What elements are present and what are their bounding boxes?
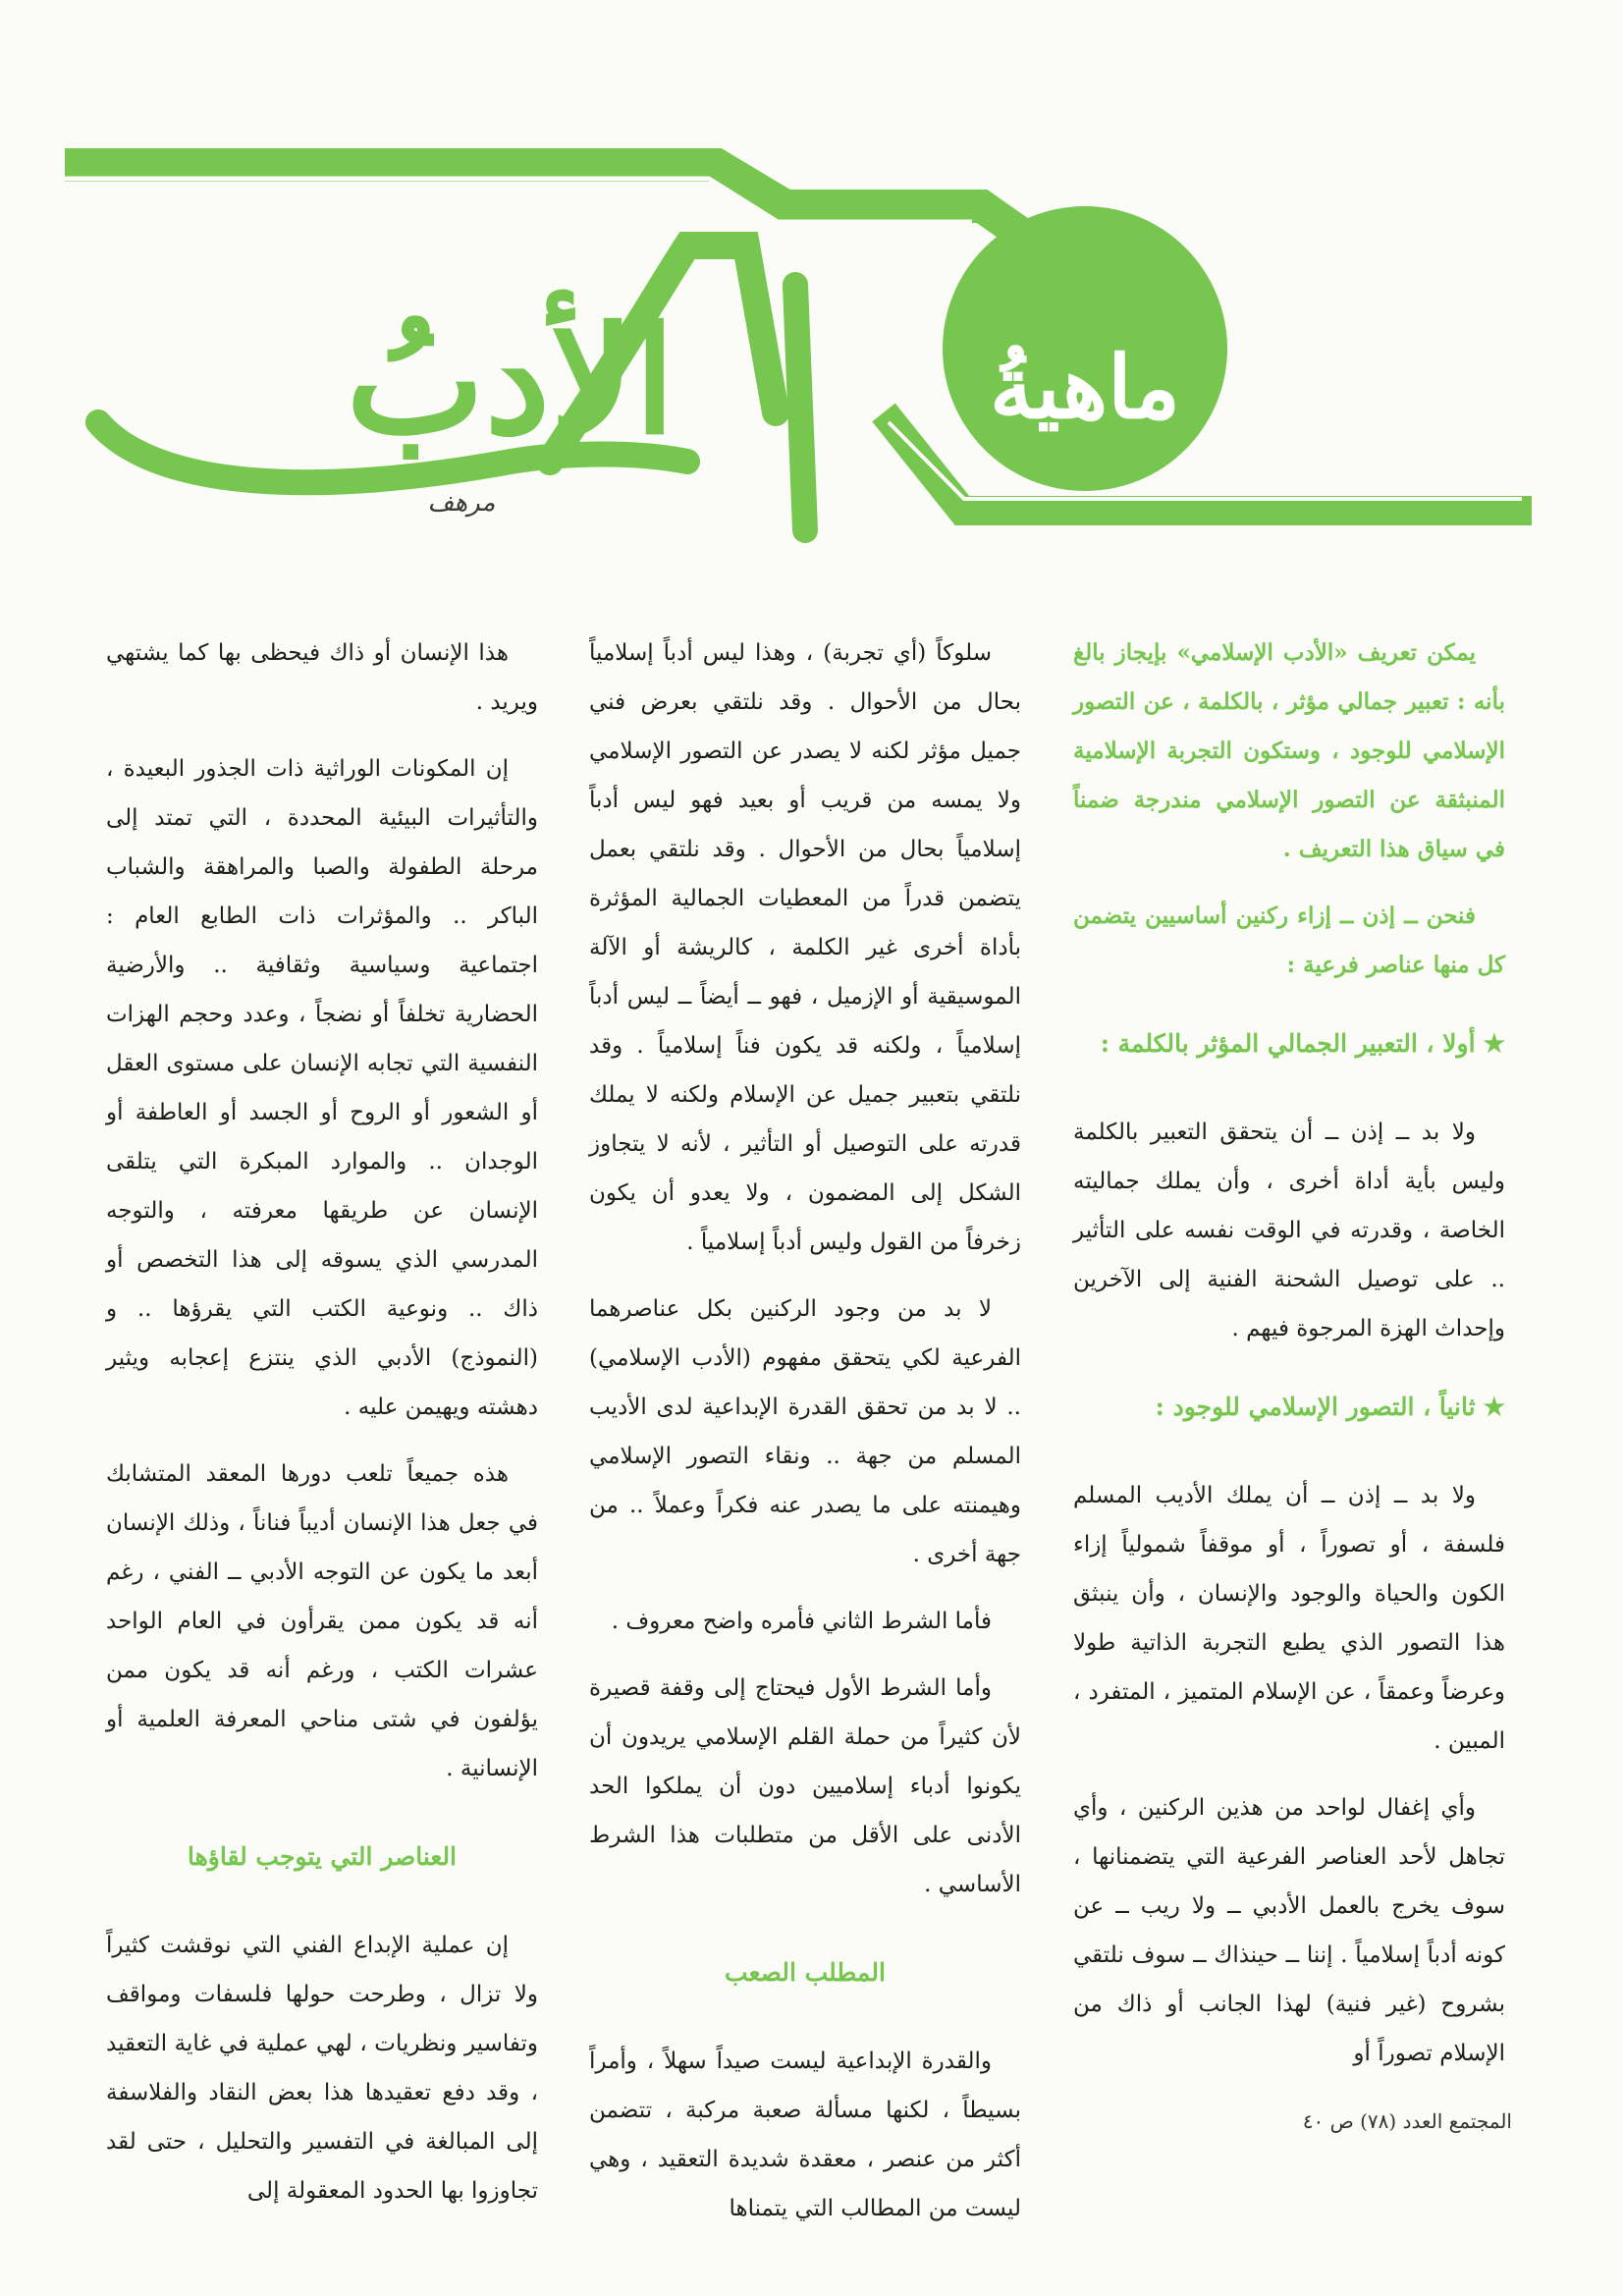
body-paragraph: وأما الشرط الأول فيحتاج إلى وقفة قصيرة لأن كثيراً من حملة القلم الإسلامي يريدون أن يكونوا أدباء إسلاميين دون أن يملكوا الحد الأدنى على الأقل من متطلبات هذا الشرط الأساسي . (589, 1675, 1021, 1897)
subheading-required-elements: العناصر التي يتوجب لقاؤها (187, 1842, 458, 1871)
article-column-left (106, 629, 538, 2233)
article-column-right (1073, 629, 1505, 2096)
body-paragraph: إن عملية الإبداع الفني التي نوقشت كثيراً ولا تزال ، وطرحت حولها فلسفات ومواقف وتفاسير ونظريات ، لهي عملية في غاية التعقيد ، وقد دفع تعقيدها هذا بعض النقاد والفلاسفة إلى المبالغة في التفسير والتحليل ، حتى لقد تجاوزوا بها الحدود المعقولة إلى (106, 1933, 538, 2204)
artist-signature: مرهف (427, 488, 496, 518)
banner-graphic (0, 0, 1623, 589)
body-paragraph: هذه جميعاً تلعب دورها المعقد المتشابك في جعل هذا الإنسان أديباً فناناً ، وذلك الإنسان أبعد ما يكون عن التوجه الأدبي ــ الفني ، رغم أنه قد يكون ممن يقرأون في العام الواحد عشرات الكتب ، ورغم أنه قد يكون ممن يؤلفون في شتى مناحي المعرفة العلمية أو الإنسانية . (106, 1461, 538, 1781)
section-heading-1: ★أولا ، التعبير الجمالي المؤثر بالكلمة : (1100, 1029, 1505, 1058)
body-paragraph: وأي إغفال لواحد من هذين الركنين ، وأي تجاهل لأحد العناصر الفرعية التي يتضمنانها ، سوف يخرج بالعمل الأدبي ــ ولا ريب ــ عن كونه أدباً إسلامياً . إننا ــ حينذاك ــ سوف نلتقي بشروح (غير فنية) لهذا الجانب أو ذاك من الإسلام تصوراً أو (1073, 1795, 1505, 2066)
header-banner (0, 0, 1623, 589)
body-paragraph: لا بد من وجود الركنين بكل عناصرهما الفرعية لكي يتحقق مفهوم (الأدب الإسلامي) .. لا بد من تحقق القدرة الإبداعية لدى الأديب المسلم من جهة .. ونقاء التصور الإسلامي وهيمنته على ما يصدر عنه فكراً وعملاً .. من جهة أخرى . (589, 1296, 1021, 1567)
body-paragraph: سلوكاً (أي تجربة) ، وهذا ليس أدباً إسلامياً بحال من الأحوال . وقد نلتقي بعرض فني جميل مؤثر لكنه لا يصدر عن التصور الإسلامي ولا يمسه من قريب أو بعيد فهو ليس أدباً إسلامياً بحال من الأحوال . وقد نلتقي بعمل يتضمن قدراً من المعطيات الجمالية المؤثرة بأداة أخرى غير الكلمة ، كالريشة أو الآلة الموسيقية أو الإزميل ، فهو ــ أيضاً ــ ليس أدباً إسلامياً ، ولكنه قد يكون فناً إسلامياً . وقد نلتقي بتعبير جميل عن الإسلام ولكنه لا يملك قدرته على التوصيل أو التأثير ، لأنه لا يتجاوز الشكل إلى المضمون ، ولا يعدو أن يكون زخرفاً من القول وليس أدباً إسلامياً . (589, 640, 1021, 1255)
calligraphy-alif (795, 285, 805, 530)
article-column-middle (589, 629, 1021, 2251)
body-paragraph: ولا بد ــ إذن ــ أن يملك الأديب المسلم فلسفة ، أو تصوراً ، أو موقفاً شمولياً إزاء الكون والحياة والوجود والإنسان ، وأن ينبثق هذا التصور الذي يطبع التجربة الذاتية طولا وعرضاً وعمقاً ، عن الإسلام المتميز ، المتفرد ، المبين . (1073, 1483, 1505, 1754)
body-paragraph: والقدرة الإبداعية ليست صيداً سهلاً ، وأمراً بسيطاً ، لكنها مسألة صعبة مركبة ، تتضمن أكثر من عنصر ، معقدة شديدة التعقيد ، وهي ليست من المطالب التي يتمناها (589, 2049, 1021, 2221)
star-icon: ★ (1483, 1393, 1505, 1421)
body-paragraph: إن المكونات الوراثية ذات الجذور البعيدة ، والتأثيرات البيئية المحددة ، التي تمتد إلى مرحلة الطفولة والصبا والمراهقة والشباب الباكر .. والمؤثرات ذات الطابع العام : اجتماعية وسياسية وثقافية .. والأرضية الحضارية تخلفاً أو نضجاً ، وعدد وحجم الهزات النفسية التي تجابه الإنسان على مستوى العقل أو الشعور أو الروح أو الجسد أو العاطفة أو الوجدان .. والموارد المبكرة التي يتلقى الإنسان عن طريقها معرفته ، والتوجه المدرسي الذي يسوقه إلى هذا التخصص أو ذاك .. ونوعية الكتب التي يقرؤها .. و (النموذج) الأدبي الذي ينتزع إعجابه ويثير دهشته ويهيمن عليه . (106, 756, 538, 1420)
lead-paragraph-2: فنحن ــ إذن ــ إزاء ركنين أساسيين يتضمن كل منها عناصر فرعية : (1073, 902, 1505, 978)
body-paragraph: ولا بد ــ إذن ــ أن يتحقق التعبير بالكلمة وليس بأية أداة أخرى ، وأن يملك جماليته الخاصة ، وقدرته في الوقت نفسه على التأثير .. على توصيل الشحنة الفنية إلى الآخرين وإحداث الهزة المرجوة فيهم . (1073, 1120, 1505, 1341)
body-paragraph: هذا الإنسان أو ذاك فيحظى بها كما يشتهي ويريد . (106, 640, 538, 715)
lead-paragraph: يمكن تعريف «الأدب الإسلامي» بإيجاز بالغ بأنه : تعبير جمالي مؤثر ، بالكلمة ، عن التصور الإسلامي للوجود ، وستكون التجربة الإسلامية المنبثقة عن التصور الإسلامي مندرجة ضمناً في سياق هذا التعريف . (1073, 639, 1505, 862)
section-heading-2: ★ثانياً ، التصور الإسلامي للوجود : (1155, 1393, 1505, 1421)
title-line2: الأدبُ (346, 295, 676, 467)
subheading-difficult-requirement: المطلب الصعب (725, 1958, 886, 1987)
star-icon: ★ (1483, 1029, 1505, 1058)
page-footer: المجتمع العدد (٧٨) ص ٤٠ (1302, 2109, 1512, 2133)
title-line1: ماهيةُ (989, 336, 1181, 438)
body-paragraph: فأما الشرط الثاني فأمره واضح معروف . (611, 1609, 992, 1634)
